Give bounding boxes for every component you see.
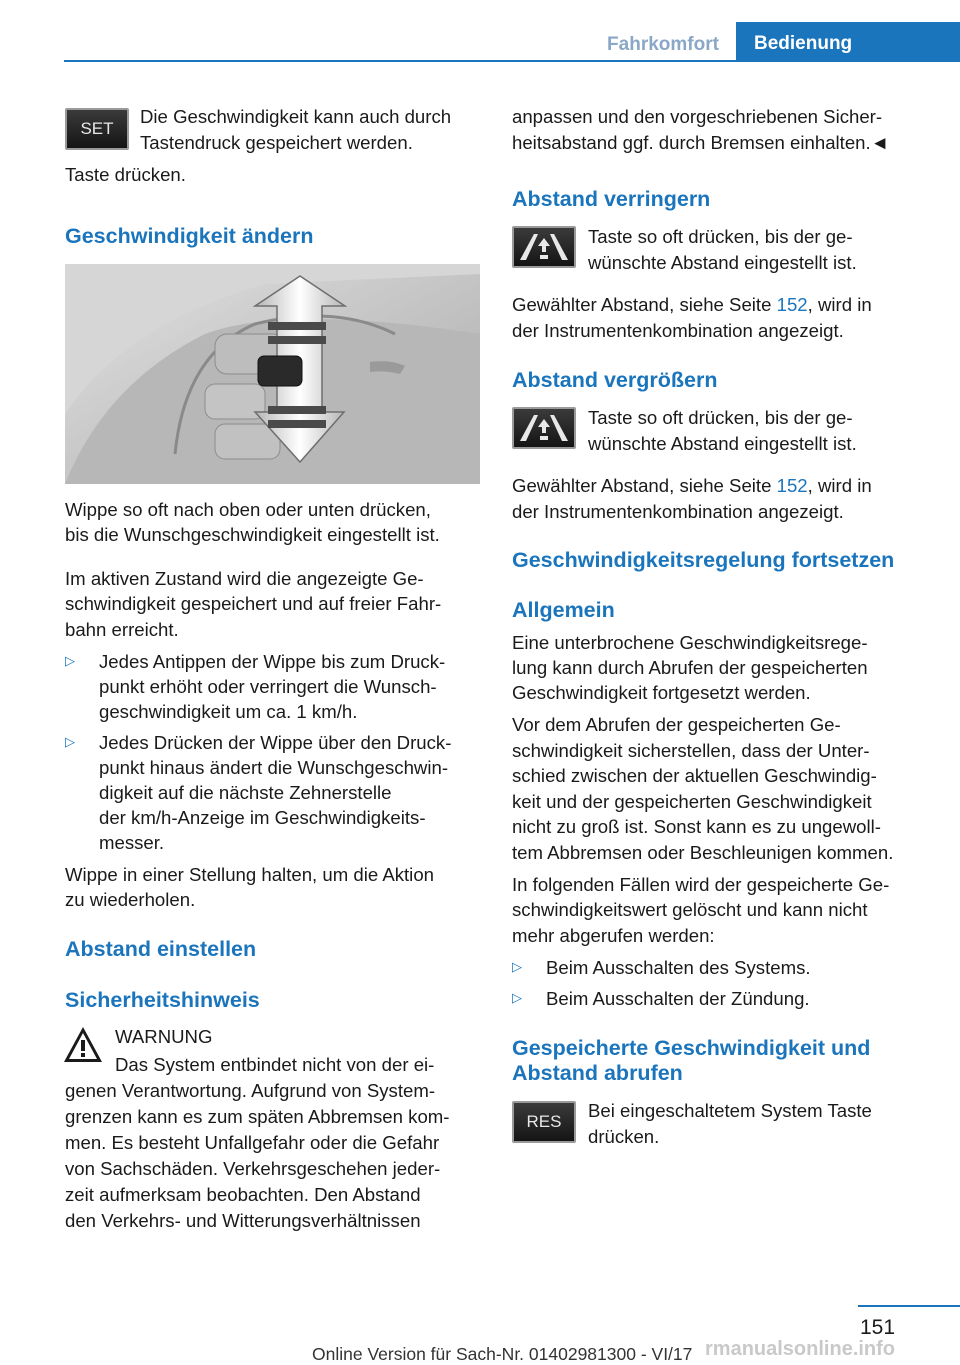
list-item	[512, 955, 932, 981]
continued-text: anpassen und den vorgeschriebenen Sicher-	[512, 106, 883, 127]
warning-label: WARNUNG	[115, 1026, 213, 1047]
warning-text: genen Verantwortung. Aufgrund von System-	[65, 1080, 436, 1101]
decrease-button-text: Taste so oft drücken, bis der ge-	[588, 226, 853, 247]
text-segment: Gewählter Abstand, siehe Seite	[512, 475, 777, 496]
cases-text: In folgenden Fällen wird der gespeicherte Ge-	[512, 874, 890, 895]
text-segment: , wird in	[807, 294, 872, 315]
heading-increase-distance: Abstand vergrößern	[512, 368, 718, 392]
rocker-text: bis die Wunschgeschwindigkeit eingestellt ist.	[65, 524, 440, 545]
list-item-text: Jedes Drücken der Wippe über den Druck-	[99, 732, 452, 753]
distance-increase-button-image	[512, 407, 576, 449]
warning-text: von Sachschäden. Verkehrsgeschehen jeder-	[65, 1158, 441, 1179]
warning-text: zeit aufmerksam beobachten. Den Abstand	[65, 1184, 421, 1205]
triangle-right-icon: ▷	[512, 959, 522, 974]
heading-resume-cruise: Geschwindigkeitsregelung fortsetzen	[512, 548, 895, 572]
increase-button-text: Taste so oft drücken, bis der ge-	[588, 407, 853, 428]
list-item	[65, 649, 485, 729]
warning-triangle-icon	[62, 1024, 104, 1066]
continued-text: heitsabstand ggf. durch Bremsen einhalten.◄	[512, 132, 890, 153]
general-text: Geschwindigkeit fortgesetzt werden.	[512, 682, 811, 703]
triangle-right-icon: ▷	[512, 990, 522, 1005]
online-version-text: Online Version für Sach-Nr. 01402981300 - VI/17	[312, 1344, 693, 1364]
text-segment: Gewählter Abstand, siehe Seite	[512, 294, 777, 315]
before-recall-text: Vor dem Abrufen der gespeicherten Ge-	[512, 714, 841, 735]
set-text: Die Geschwindigkeit kann auch durch	[140, 106, 452, 127]
before-recall-text: keit und der gespeicherten Geschwindigkeit	[512, 791, 872, 812]
heading-set-distance: Abstand einstellen	[65, 937, 257, 961]
increase-selected-text: der Instrumentenkombination angezeigt.	[512, 501, 844, 522]
set-text: Tastendruck gespeichert werden.	[140, 132, 413, 153]
press-key-text: Taste drücken.	[65, 164, 186, 185]
heading-recall: Abstand abrufen	[512, 1061, 683, 1085]
footer-rule	[858, 1305, 960, 1307]
active-state-text: Im aktiven Zustand wird die angezeigte Ge-	[65, 568, 424, 589]
warning-text: men. Es besteht Unfallgefahr oder die Gefahr	[65, 1132, 440, 1153]
triangle-right-icon: ▷	[65, 653, 75, 668]
active-state-text: bahn erreicht.	[65, 619, 179, 640]
list-item-text: digkeit auf die nächste Zehnerstelle	[99, 782, 392, 803]
hold-text: zu wiederholen.	[65, 889, 196, 910]
text-segment: , wird in	[807, 475, 872, 496]
decrease-selected-text: der Instrumentenkombination angezeigt.	[512, 320, 844, 341]
triangle-right-icon: ▷	[65, 734, 75, 749]
page-link-152[interactable]: 152	[776, 294, 808, 315]
general-text: lung kann durch Abrufen der gespeicherten	[512, 657, 868, 678]
list-item	[65, 730, 485, 860]
set-button-image: SET	[65, 108, 129, 150]
warning-text: grenzen kann es zum späten Abbremsen kom-	[65, 1106, 450, 1127]
decrease-button-text: wünschte Abstand eingestellt ist.	[588, 252, 857, 273]
list-item-text: punkt erhöht oder verringert die Wunsch-	[99, 676, 437, 697]
list-item-text: messer.	[99, 832, 165, 853]
increase-button-text: wünschte Abstand eingestellt ist.	[588, 433, 857, 454]
watermark: rmanualsonline.info	[705, 1338, 896, 1360]
list-item-text: Beim Ausschalten des Systems.	[546, 957, 811, 978]
page-number: 151	[860, 1316, 896, 1339]
steering-wheel-illustration	[65, 264, 480, 484]
heading-decrease-distance: Abstand verringern	[512, 187, 711, 211]
heading-general: Allgemein	[512, 598, 615, 622]
steering-wheel-svg	[65, 264, 480, 484]
page-link-152[interactable]: 152	[776, 475, 808, 496]
heading-change-speed: Geschwindigkeit ändern	[65, 224, 314, 248]
before-recall-text: nicht zu groß ist. Sonst kann es zu ungewoll-	[512, 816, 881, 837]
before-recall-text: schied zwischen der aktuellen Geschwindig-	[512, 765, 877, 786]
heading-safety-note: Sicherheitshinweis	[65, 988, 260, 1012]
list-item-text: der km/h-Anzeige im Geschwindigkeits-	[99, 807, 426, 828]
list-item-text: punkt hinaus ändert die Wunschgeschwin-	[99, 757, 449, 778]
hold-text: Wippe in einer Stellung halten, um die Aktion	[65, 864, 434, 885]
list-item-text: Beim Ausschalten der Zündung.	[546, 988, 810, 1009]
active-state-text: schwindigkeit gespeichert und auf freier Fahr-	[65, 593, 442, 614]
res-button-image: RES	[512, 1101, 576, 1143]
header-rule	[64, 60, 960, 62]
list-item	[512, 986, 932, 1012]
rocker-text: Wippe so oft nach oben oder unten drücken,	[65, 499, 431, 520]
decrease-selected-text	[512, 292, 872, 318]
distance-decrease-button-image	[512, 226, 576, 268]
heading-recall: Gespeicherte Geschwindigkeit und	[512, 1036, 871, 1060]
header-tab-fahrkomfort[interactable]: Fahrkomfort	[607, 34, 719, 55]
warning-text: Das System entbindet nicht von der ei-	[115, 1054, 435, 1075]
list-item-text: Jedes Antippen der Wippe bis zum Druck-	[99, 651, 446, 672]
distance-road-icon	[514, 409, 574, 447]
recall-text: drücken.	[588, 1126, 660, 1147]
cases-text: schwindigkeitswert gelöscht und kann nicht	[512, 899, 868, 920]
increase-selected-text	[512, 473, 872, 499]
before-recall-text: tem Abbremsen oder Beschleunigen kommen.	[512, 842, 894, 863]
list-item-text: geschwindigkeit um ca. 1 km/h.	[99, 701, 358, 722]
before-recall-text: schwindigkeit sicherstellen, dass der Unter-	[512, 740, 870, 761]
header-tab-bedienung[interactable]: Bedienung	[736, 22, 960, 62]
distance-road-icon	[514, 228, 574, 266]
warning-text: den Verkehrs- und Witterungsverhältnissen	[65, 1210, 421, 1231]
recall-text: Bei eingeschaltetem System Taste	[588, 1100, 872, 1121]
general-text: Eine unterbrochene Geschwindigkeitsrege-	[512, 632, 868, 653]
cases-text: mehr abgerufen werden:	[512, 925, 715, 946]
